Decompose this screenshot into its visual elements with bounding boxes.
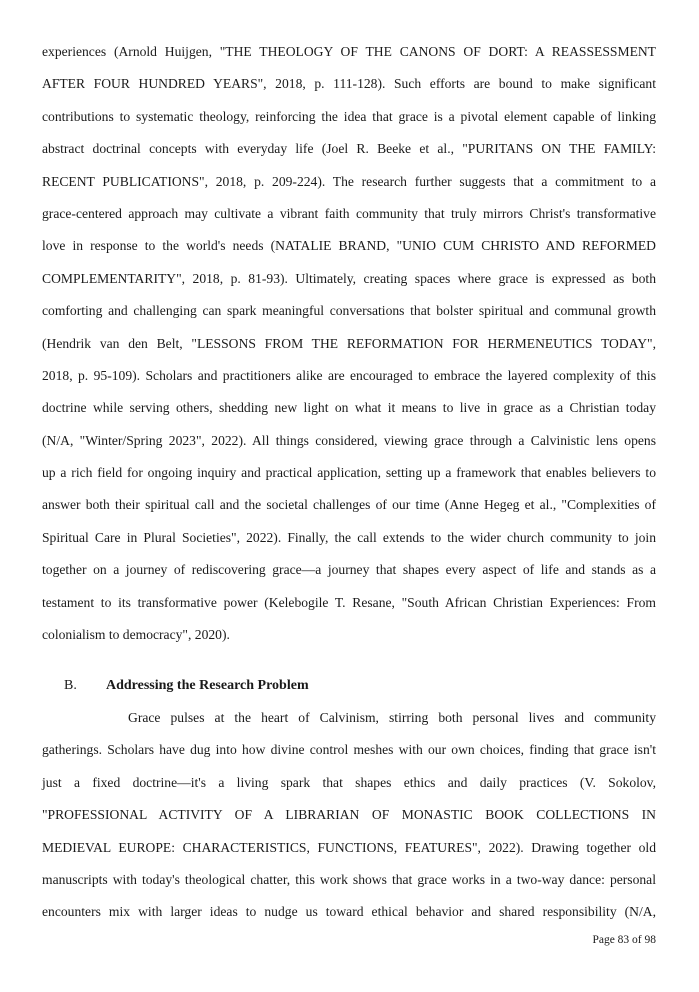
text-line: 2018, p. 95-109). Scholars and practitioners alike are encouraged to embrace the layered complexity of this [42,367,656,383]
text-line: answer both their spiritual call and the societal challenges of our time (Anne Hegeg et al., "Complexities of [42,497,656,513]
page-number: Page 83 of 98 [592,934,656,946]
text-line: COMPLEMENTARITY", 2018, p. 81-93). Ultimately, creating spaces where grace is expressed as both [42,270,656,286]
body-paragraph [42,702,656,929]
text-line: abstract doctrinal concepts with everyday life (Joel R. Beeke et al., "PURITANS ON THE FAMILY: [42,141,656,157]
text-line: Grace pulses at the heart of Calvinism, stirring both personal lives and community [128,710,656,725]
text-line: together on a journey of rediscovering grace—a journey that shapes every aspect of life and stands as a [42,562,656,578]
text-line: "PROFESSIONAL ACTIVITY OF A LIBRARIAN OF MONASTIC BOOK COLLECTIONS IN [42,807,656,823]
body-paragraph [42,36,656,651]
text-line: gatherings. Scholars have dug into how divine control meshes with our own choices, finding that grace isn't [42,742,656,758]
text-line: doctrine while serving others, shedding new light on what it means to live in grace as a Christian today [42,400,656,416]
text-line: RECENT PUBLICATIONS", 2018, p. 209-224). The research further suggests that a commitment to a [42,173,656,189]
text-line: AFTER FOUR HUNDRED YEARS", 2018, p. 111-128). Such efforts are bound to make significant [42,76,656,92]
text-line: grace-centered approach may cultivate a vibrant faith community that truly mirrors Christ's transformative [42,205,656,221]
section-title: Addressing the Research Problem [106,678,309,693]
text-line: Spiritual Care in Plural Societies", 2022). Finally, the call extends to the wider church community to join [42,529,656,545]
text-line: experiences (Arnold Huijgen, "THE THEOLOGY OF THE CANONS OF DORT: A REASSESSMENT [42,44,656,59]
text-line: love in response to the world's needs (NATALIE BRAND, "UNIO CUM CHRISTO AND REFORMED [42,238,656,254]
section-heading [64,674,309,698]
text-line: up a rich field for ongoing inquiry and practical application, setting up a framework that enables believers to [42,465,656,481]
text-line: encounters mix with larger ideas to nudge us toward ethical behavior and shared responsibility (N/A, [42,904,656,920]
section-number: B. [64,678,77,693]
text-line: manuscripts with today's theological chatter, this work shows that grace works in a two-way dance: personal [42,871,656,887]
text-line: contributions to systematic theology, reinforcing the idea that grace is a pivotal element capable of linking [42,108,656,124]
text-line: (N/A, "Winter/Spring 2023", 2022). All things considered, viewing grace through a Calvinistic lens opens [42,432,656,448]
text-line: colonialism to democracy", 2020). [42,627,230,643]
text-line: testament to its transformative power (Kelebogile T. Resane, "South African Christian Experiences: From [42,594,656,610]
text-line: just a fixed doctrine—it's a living spark that shapes ethics and daily practices (V. Sokolov, [42,774,656,790]
text-line: (Hendrik van den Belt, "LESSONS FROM THE REFORMATION FOR HERMENEUTICS TODAY", [42,335,656,351]
text-line: MEDIEVAL EUROPE: CHARACTERISTICS, FUNCTIONS, FEATURES", 2022). Drawing together old [42,839,656,855]
text-line: comforting and challenging can spark meaningful conversations that bolster spiritual and communal growth [42,303,656,319]
